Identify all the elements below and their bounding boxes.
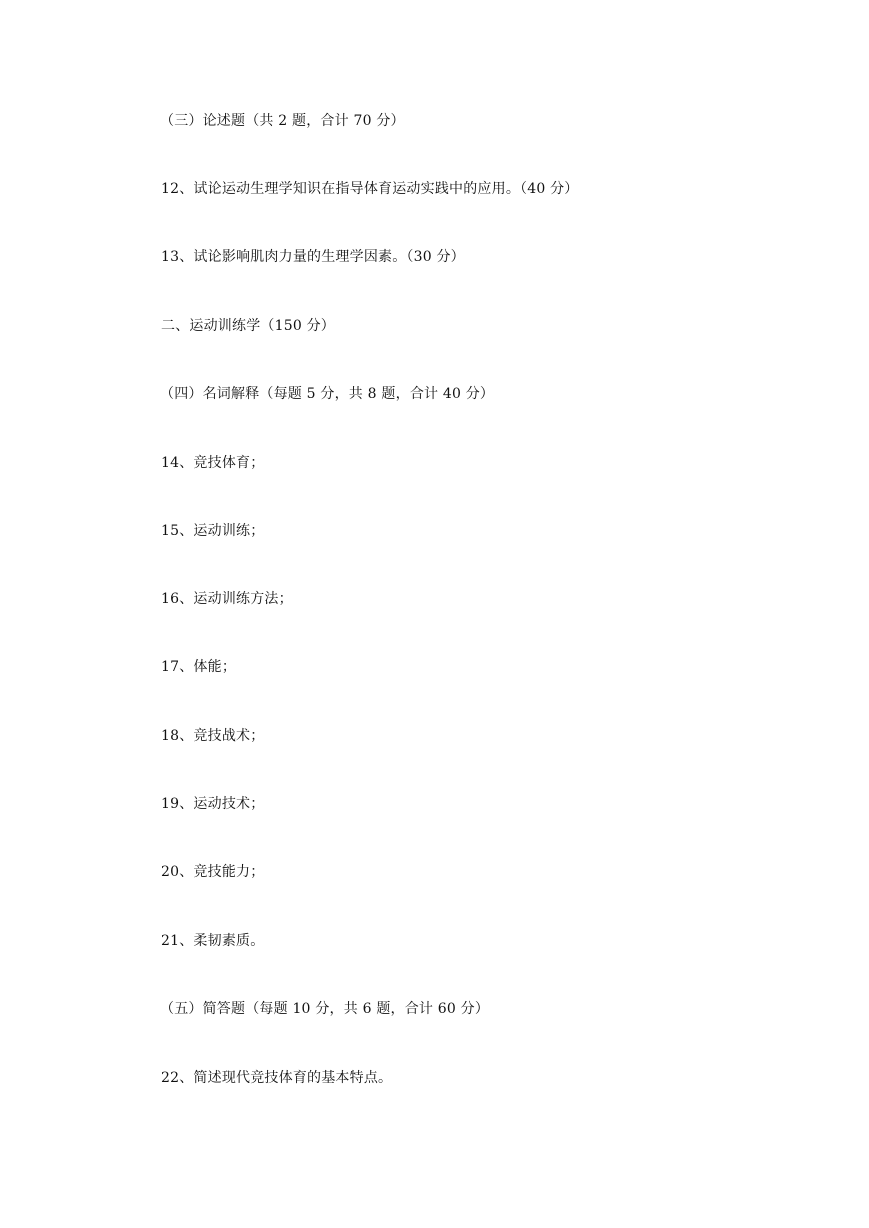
question-22: 22、简述现代竞技体育的基本特点。 <box>161 1070 393 1086</box>
question-15: 15、运动训练； <box>161 523 265 539</box>
section-heading-definitions: （四）名词解释（每题 5 分，共 8 题，合计 40 分） <box>160 386 495 402</box>
question-21: 21、柔韧素质。 <box>161 933 265 949</box>
question-14: 14、竞技体育； <box>161 455 265 471</box>
question-16: 16、运动训练方法； <box>161 591 293 607</box>
section-heading-essay: （三）论述题（共 2 题，合计 70 分） <box>160 113 405 129</box>
question-20: 20、竞技能力； <box>161 864 265 880</box>
section-heading-short-answer: （五）简答题（每题 10 分，共 6 题，合计 60 分） <box>160 1001 490 1017</box>
question-18: 18、竞技战术； <box>161 728 265 744</box>
question-13: 13、试论影响肌肉力量的生理学因素。（30 分） <box>161 249 465 265</box>
part-heading-training: 二、运动训练学（150 分） <box>161 318 335 334</box>
question-19: 19、运动技术； <box>161 796 265 812</box>
question-12: 12、试论运动生理学知识在指导体育运动实践中的应用。（40 分） <box>161 181 579 197</box>
question-17: 17、体能； <box>161 659 237 675</box>
